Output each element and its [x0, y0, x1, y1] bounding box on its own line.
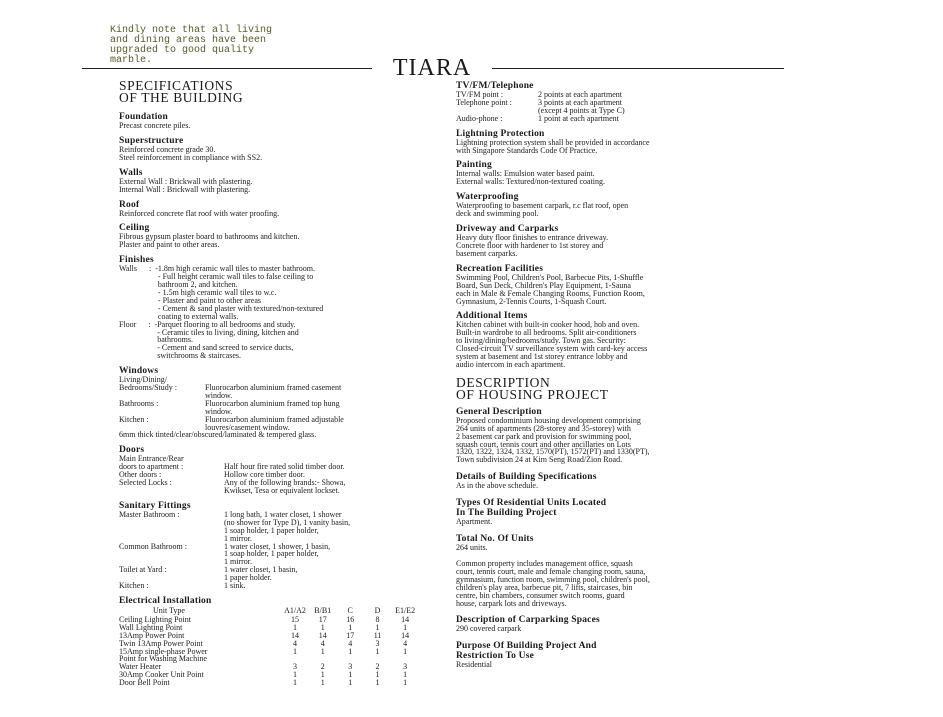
- windows-row-text: Fluorocarbon aluminium framed adjustable louvres/casement window.: [205, 414, 344, 432]
- doors-heading: Doors: [119, 445, 145, 456]
- sanitary-row-label: Master Bathroom :: [119, 509, 180, 519]
- ceiling-text: Fibrous gypsum plaster board to bathrooms and kitchen. Plaster and paint to other areas.: [119, 232, 300, 250]
- windows-row: [119, 384, 419, 400]
- driveway-heading: Driveway and Carparks: [456, 224, 559, 235]
- lightning-text: Lightning protection system shall be provided in accordance with Singapore Standards Code Of Practice.: [456, 137, 650, 155]
- doors-row: [119, 479, 419, 495]
- superstructure-text: Reinforced concrete grade 30. Steel reinforcement in compliance with SS2.: [119, 144, 263, 162]
- electrical-cell: 1: [348, 678, 353, 688]
- electrical-cell: 1: [293, 646, 298, 656]
- electrical-cell: 1: [403, 670, 408, 680]
- windows-glass-text: 6mm thick tinted/clear/obscured/laminated & tempered glass.: [119, 430, 317, 440]
- electrical-cell: 13Amp Power Point: [119, 630, 185, 640]
- details-text: As in the above schedule.: [456, 481, 538, 491]
- roof-text: Reinforced concrete flat roof with water proofing.: [119, 208, 280, 218]
- tv-row-text: 1 point at each apartment: [538, 113, 619, 123]
- electrical-cell: Point for Washing Machine: [119, 654, 207, 664]
- sanitary-row: [119, 543, 419, 567]
- left-column: [119, 80, 419, 687]
- upgrade-note: Kindly note that all living and dining areas have been upgraded to good quality marble.: [110, 25, 273, 66]
- electrical-cell: 1: [375, 646, 380, 656]
- electrical-cell: Wall Lighting Point: [119, 622, 183, 632]
- tv-heading: TV/FM/Telephone: [456, 81, 534, 91]
- electrical-header-cell: Unit Type: [153, 605, 185, 615]
- painting-heading: Painting: [456, 160, 492, 171]
- tv-row-label: Telephone point :: [456, 97, 512, 107]
- purpose-heading: Purpose Of Building Project And Restriction To Use: [456, 641, 597, 662]
- electrical-cell: 3: [348, 662, 353, 672]
- electrical-header-cell: C: [347, 605, 353, 615]
- right-column: [456, 80, 756, 669]
- electrical-cell: 1: [403, 678, 408, 688]
- electrical-header-cell: E1/E2: [395, 605, 416, 615]
- doors-row-label: doors to apartment :: [119, 462, 184, 472]
- finishes-floor: [119, 321, 419, 361]
- doors-row-label: Other doors :: [119, 470, 162, 480]
- tv-row: [456, 99, 756, 115]
- foundation-heading: Foundation: [119, 112, 168, 122]
- tv-row: [456, 115, 756, 123]
- finishes-floor-label: Floor : -: [119, 319, 158, 329]
- electrical-cell: 15: [291, 614, 300, 624]
- electrical-cell: 14: [401, 630, 410, 640]
- electrical-cell: Ceiling Lighting Point: [119, 614, 192, 624]
- sanitary-row: [119, 582, 419, 590]
- sanitary-row: [119, 511, 419, 543]
- electrical-cell: 4: [348, 638, 353, 648]
- finishes-floor-text: Parquet flooring to all bedrooms and study. - Ceramic tiles to living, dining, kitchen and bathrooms. - Cement and sand screed to service ducts, switchrooms & staircases.: [157, 319, 299, 361]
- electrical-cell: 1: [403, 622, 408, 632]
- carparking-heading: Description of Carparking Spaces: [456, 615, 600, 626]
- tv-row-text: 3 points at each apartment (except 4 points at Type C): [538, 97, 625, 115]
- general-text: Proposed condominium housing development comprising 264 units of apartments (28-storey and 35-storey) with 2 basement car park and provision for swimming pool, squash court, tennis court and other ancillaries on Lots 1320, 1322, 1324, 1332, 1570(PT), 1572(PT) and 1330(PT), Town subdivision 24 at Kim Seng Road/Zion Road.: [456, 415, 650, 465]
- windows-row-label: Kitchen :: [119, 414, 149, 424]
- doors-row-text: Any of the following brands:- Showa, Kwikset, Tesa or equivalent lockset.: [224, 478, 346, 495]
- electrical-cell: 1: [320, 646, 325, 656]
- waterproofing-heading: Waterproofing: [456, 192, 519, 203]
- windows-row-label: Bathrooms :: [119, 398, 159, 408]
- electrical-cell: 1: [403, 646, 408, 656]
- electrical-cell: 1: [320, 678, 325, 688]
- walls-text: External Wall : Brickwall with plastering. Internal Wall : Brickwall with plastering.: [119, 176, 253, 194]
- sanitary-row-text: 1 water closet, 1 shower, 1 basin, 1 soap holder, 1 paper holder, 1 mirror.: [224, 541, 331, 567]
- foundation-text: Precast concrete piles.: [119, 121, 191, 130]
- electrical-cell: Twin 13Amp Power Point: [119, 638, 203, 648]
- driveway-text: Heavy duty floor finishes to entrance driveway. Concrete floor with hardener to 1st storey and basement carparks.: [456, 233, 609, 258]
- electrical-cell: 15Amp single-phase Power: [119, 646, 208, 656]
- electrical-cell: 1: [293, 678, 298, 688]
- electrical-cell: Water Heater: [119, 662, 162, 672]
- sanitary-row-text: 1 long bath, 1 water closet, 1 shower (no shower for Type D), 1 vanity basin, 1 soap holder, 1 paper holder, 1 mirror.: [224, 509, 351, 543]
- electrical-cell: 1: [375, 670, 380, 680]
- sanitary-row-label: Toilet at Yard :: [119, 565, 167, 575]
- windows-row: [119, 416, 419, 432]
- additional-text: Kitchen cabinet with built-in cooker hood, hob and oven. Built-in wardrobe to all bedrooms. Split air-conditioners to living/dining/bedrooms/study. Town gas. Security: Closed-circuit TV surveillance system with card-key access system at basement and 1st storey entrance lobby and audio intercom in each apartment.: [456, 320, 648, 369]
- tv-row-label: Audio-phone :: [456, 113, 503, 123]
- description-heading: DESCRIPTION OF HOUSING PROJECT: [456, 374, 609, 402]
- details-heading: Details of Building Specifications: [456, 472, 597, 483]
- electrical-cell: 2: [375, 662, 380, 672]
- electrical-cell: 4: [320, 638, 325, 648]
- electrical-cell: 17: [318, 614, 327, 624]
- electrical-cell: 4: [403, 638, 408, 648]
- sanitary-row-text: 1 sink.: [224, 581, 246, 591]
- electrical-header-cell: D: [374, 605, 381, 615]
- general-heading: General Description: [456, 406, 542, 417]
- electrical-cell: 1: [293, 622, 298, 632]
- electrical-cell: 17: [346, 630, 355, 640]
- table-row: [119, 655, 419, 663]
- finishes-walls-label: Walls : -: [119, 264, 158, 274]
- total-heading: Total No. Of Units: [456, 534, 534, 545]
- electrical-cell: 8: [375, 614, 380, 624]
- windows-row-text: Fluorocarbon aluminium framed top hung window.: [205, 398, 340, 416]
- purpose-text: Residential: [456, 660, 492, 670]
- windows-heading: Windows: [119, 366, 159, 377]
- waterproofing-text: Waterproofing to basement carpark, r.c flat roof, open deck and swimming pool.: [456, 201, 629, 219]
- tv-row-text: 2 points at each apartment: [538, 90, 622, 99]
- finishes-walls: [119, 265, 419, 320]
- electrical-cell: 1: [293, 670, 298, 680]
- finishes-walls-text: 1.8m high ceramic wall tiles to master bathroom. - Full height ceramic wall tiles to false ceiling to bathroom 2, and kitchen. - 1.5m high ceramic wall tiles to w.c. - Plaster and paint to other areas - Cement & sand plaster with textured/non-textured coating to external walls.: [157, 264, 324, 321]
- electrical-heading: Electrical Installation: [119, 595, 212, 606]
- carparking-text: 290 covered carpark: [456, 624, 522, 634]
- electrical-cell: 1: [348, 670, 353, 680]
- sanitary-row-text: 1 water closet, 1 basin, 1 paper holder.: [224, 565, 298, 583]
- electrical-table: [119, 607, 419, 687]
- finishes-heading: Finishes: [119, 255, 154, 266]
- electrical-cell: 3: [375, 638, 380, 648]
- title-rule-right: [492, 68, 784, 69]
- types-heading: Types Of Residential Units Located In The Building Project: [456, 498, 607, 519]
- common-property-text: Common property includes management office, squash court, tennis court, male and female changing room, sauna, gymnasium, function room, swimming pool, children's pool, children's play area, barbecue pit, 7 lifts, staircases, bin centre, bin chambers, consumer switch rooms, guard house, carpark lots and driveways.: [456, 559, 650, 608]
- painting-text: Internal walls: Emulsion water based paint. External walls: Textured/non-textured coating.: [456, 169, 606, 187]
- electrical-cell: 11: [373, 630, 382, 640]
- recreation-heading: Recreation Facilities: [456, 263, 544, 274]
- sanitary-row-label: Common Bathroom :: [119, 541, 187, 551]
- types-text: Apartment.: [456, 517, 493, 527]
- superstructure-heading: Superstructure: [119, 135, 184, 146]
- electrical-cell: 3: [403, 662, 408, 672]
- windows-row: [119, 400, 419, 416]
- doors-row-label: Selected Locks :: [119, 478, 172, 488]
- roof-heading: Roof: [119, 199, 140, 210]
- electrical-cell: 1: [320, 622, 325, 632]
- specifications-heading: SPECIFICATIONS OF THE BUILDING: [119, 78, 244, 105]
- ceiling-heading: Ceiling: [119, 223, 150, 234]
- lightning-heading: Lightning Protection: [456, 128, 545, 139]
- doors-row-text: Hollow core timber door.: [224, 470, 305, 480]
- windows-row-text: Fluorocarbon aluminium framed casement window.: [205, 383, 342, 400]
- electrical-cell: 1: [375, 678, 380, 688]
- electrical-cell: 4: [293, 638, 298, 648]
- electrical-cell: 1: [348, 622, 353, 632]
- sanitary-heading: Sanitary Fittings: [119, 500, 191, 511]
- windows-intro: Living/Dining/: [119, 375, 167, 385]
- electrical-header-cell: A1/A2: [284, 605, 306, 615]
- electrical-cell: 3: [293, 662, 298, 672]
- additional-heading: Additional Items: [456, 311, 528, 322]
- electrical-cell: Door Bell Point: [119, 678, 170, 688]
- doors-row-text: Half hour fire rated solid timber door.: [224, 462, 345, 472]
- electrical-cell: 1: [320, 670, 325, 680]
- electrical-cell: 14: [318, 630, 327, 640]
- title-rule-left: [82, 68, 372, 69]
- electrical-cell: 1: [375, 622, 380, 632]
- sanitary-row-label: Kitchen :: [119, 581, 149, 591]
- electrical-cell: 30Amp Cooker Unit Point: [119, 670, 204, 680]
- electrical-cell: 16: [346, 614, 355, 624]
- table-row: [119, 679, 419, 687]
- total-text: 264 units.: [456, 543, 488, 553]
- electrical-cell: 14: [401, 614, 410, 624]
- electrical-cell: 14: [291, 630, 300, 640]
- electrical-cell: 2: [320, 662, 325, 672]
- page-title: TIARA: [392, 55, 472, 81]
- electrical-cell: 1: [348, 646, 353, 656]
- tv-row-label: TV/FM point :: [456, 90, 504, 99]
- walls-heading: Walls: [119, 167, 143, 178]
- sanitary-row: [119, 566, 419, 582]
- recreation-text: Swimming Pool, Children's Pool, Barbecue Pits, 1-Shuffle Board, Sun Deck, Children's Play Equipment, 1-Sauna each in Male & Female Changing Rooms, Function Room, Gymnasium, 2-Tennis Courts, 1-Squash Court.: [456, 272, 645, 306]
- windows-row-label: Bedrooms/Study :: [119, 383, 178, 393]
- electrical-header-cell: B/B1: [314, 605, 332, 615]
- doors-intro: Main Entrance/Rear: [119, 454, 184, 464]
